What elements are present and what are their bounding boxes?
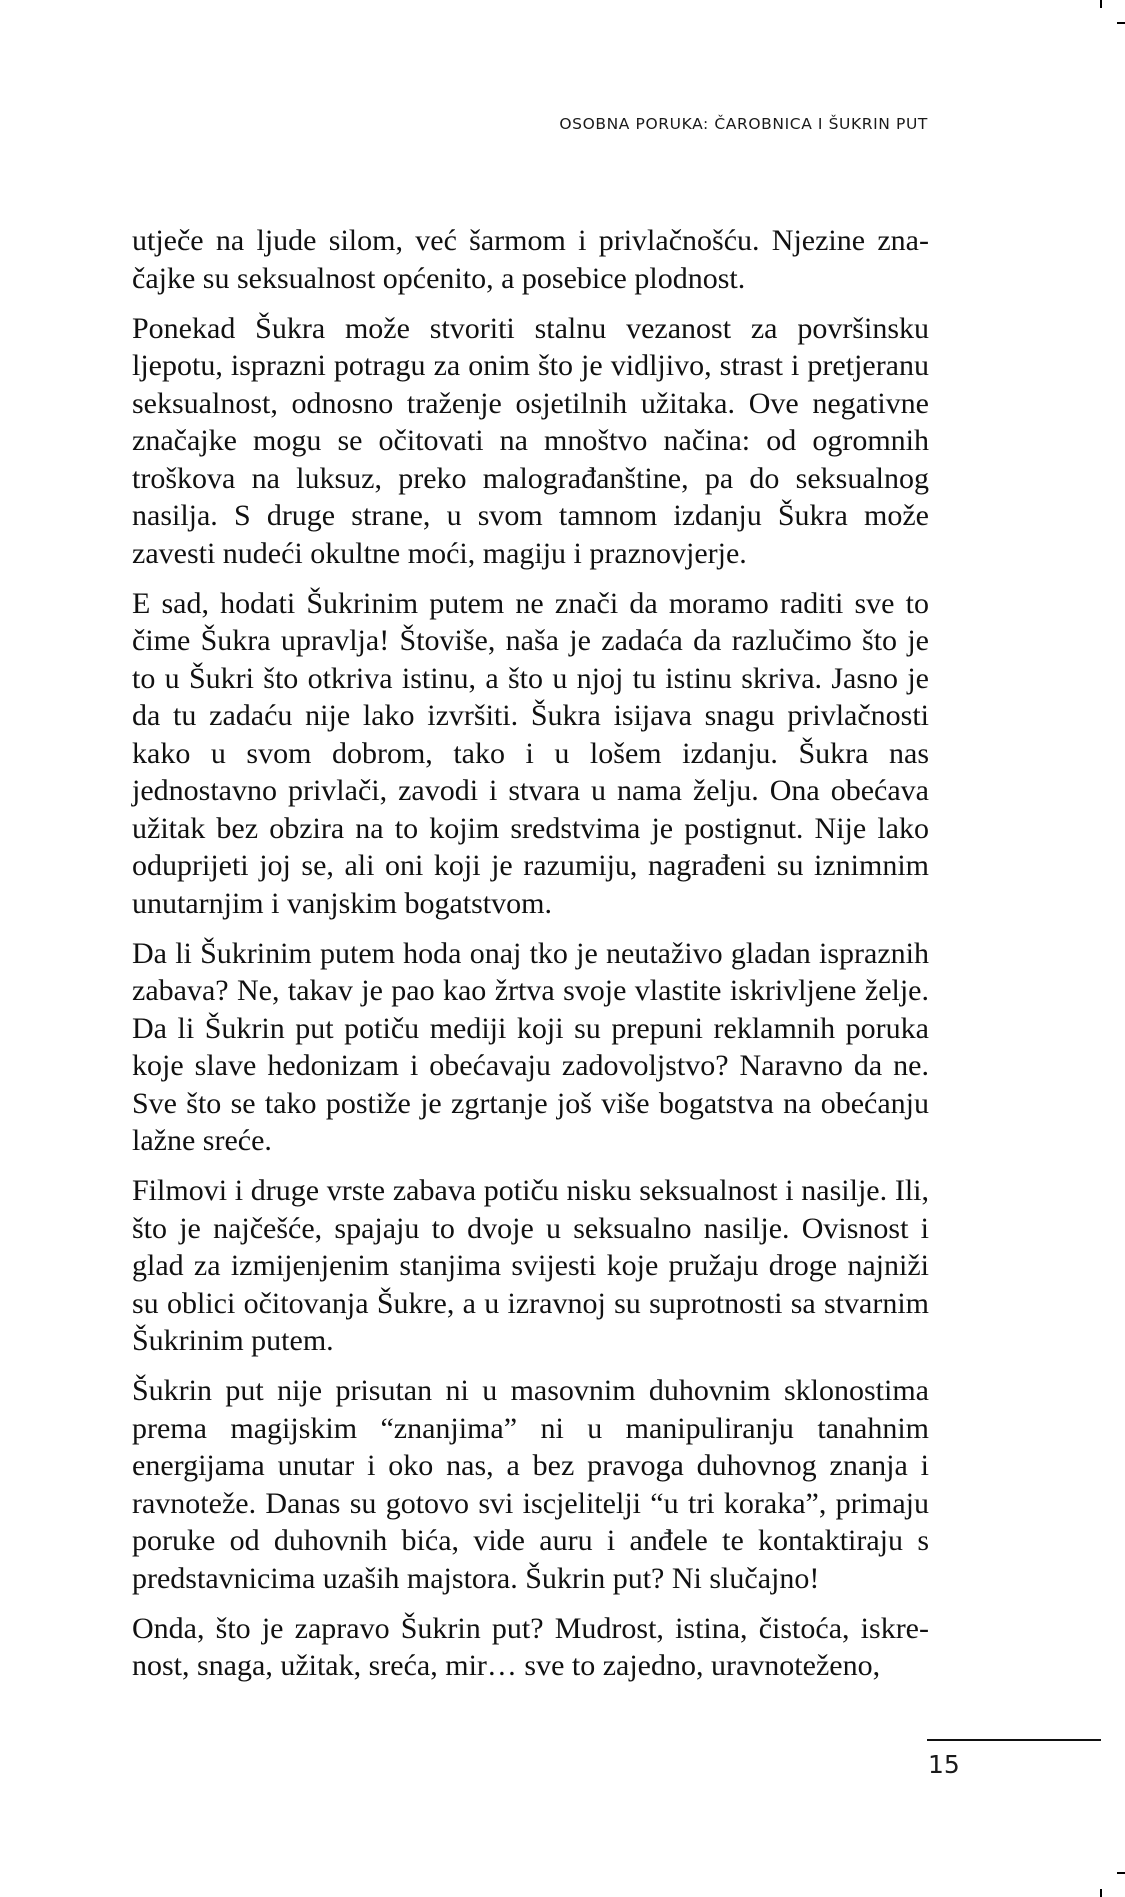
crop-mark-bottom-vertical — [1100, 1889, 1102, 1897]
paragraph: E sad, hodati Šukrinim putem ne znači da moramo raditi sve to čime Šukra upravlja! Štoviše, naša je zadaća da razlučimo što je to u Šukri što otkriva istinu, a što u njoj tu istinu skriva. Jasno je da tu zadaću nije lako izvršiti. Šukra isijava snagu privlačnosti kako u svom dobrom, tako i u lošem izdanju. Šukra nas jednostavno privlači, zavodi i stvara u nama želju. Ona obećava užitak bez obzira na to kojim sredstvima je postignut. Nije lako oduprijeti joj se, ali oni koji je razumiju, nagrađeni su iznimnim unutarnjim i vanjskim bogatstvom. — [132, 586, 929, 920]
paragraph: Onda, što je zapravo Šukrin put? Mudrost, istina, čistoća, iskrenost, snaga, užitak, sreća, mir… sve to zajedno, uravnoteženo, — [132, 1611, 929, 1682]
paragraph: Da li Šukrinim putem hoda onaj tko je neutaživo gladan ispraznih zabava? Ne, takav je pao kao žrtva svoje vlastite iskrivljene želje. Da li Šukrin put potiču mediji koji su prepuni reklamnih poruka koje slave hedonizam i obećavaju zadovoljstvo? Naravno da ne. Sve što se tako postiže je zgrtanje još više bogatstva na obećanju lažne sreće. — [132, 936, 929, 1157]
paragraph: Filmovi i druge vrste zabava potiču nisku seksualnost i nasilje. Ili, što je najčešće, spajaju to dvoje u seksualno nasilje. Ovisnost i glad za izmijenjenim stanjima svijesti koje pružaju droge najniži su oblici očitovanja Šukre, a u izravnoj su suprotnosti sa stvarnim Šukrinim putem. — [132, 1174, 929, 1357]
paragraph: Šukrin put nije prisutan ni u masovnim duhovnim sklonostima prema magijskim “znanjima” ni u manipuliranju tanahnim energijama unutar i oko nas, a bez pravoga duhovnog znanja i ravnoteže. Danas su gotovo svi iscjelitelji “u tri koraka”, primaju poruke od duhovnih bića, vide auru i anđele te kontaktiraju s predstavnicima uzaših majstora. Šukrin put? Ni slučajno! — [132, 1374, 929, 1595]
page-number: 15 — [928, 1750, 960, 1779]
body-text — [132, 222, 929, 1697]
crop-mark-bottom-horizontal — [1117, 1872, 1125, 1874]
running-head: OSOBNA PORUKA: ČAROBNICA I ŠUKRIN PUT — [559, 115, 928, 133]
crop-mark-top-horizontal — [1117, 22, 1125, 24]
paragraph: utječe na ljude silom, već šarmom i privlačnošću. Njezine značajke su seksualnost općenito, a posebice plodnost. — [132, 224, 929, 295]
paragraph: Ponekad Šukra može stvoriti stalnu vezanost za površinsku ljepotu, isprazni potragu za onim što je vidljivo, strast i pretjeranu seksualnost, odnosno traženje osjetilnih užitaka. Ove negativne značajke mogu se očitovati na mnoštvo načina: od ogromnih troškova na luksuz, preko malograđanštine, pa do seksualnog nasilja. S druge strane, u svom tamnom izdanju Šukra može zavesti nudeći okultne moći, magiju i praznovjerje. — [132, 311, 929, 570]
crop-mark-top-vertical — [1100, 0, 1102, 8]
footer-rule — [927, 1739, 1101, 1741]
